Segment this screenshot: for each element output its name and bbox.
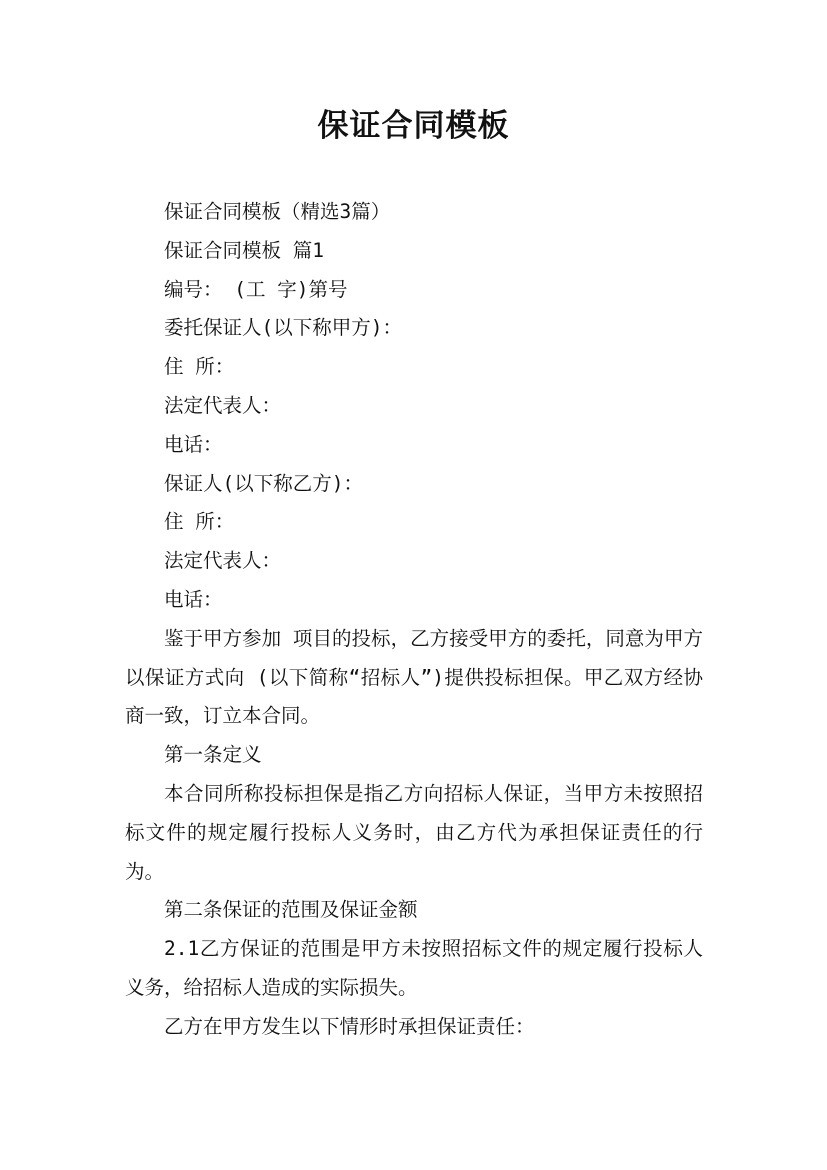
paragraph-article-1-body: 本合同所称投标担保是指乙方向招标人保证，当甲方未按照招标文件的规定履行投标人义务时，由乙方代为承担保证责任的行为。 <box>125 781 703 883</box>
paragraph-party-b-address: 住 所： <box>164 510 235 534</box>
paragraph-article-1-heading: 第一条定义 <box>164 743 262 767</box>
document-title: 保证合同模板 <box>317 108 510 144</box>
paragraph-party-a-phone: 电话： <box>164 432 223 456</box>
document-body <box>125 193 703 1047</box>
paragraph-party-a: 委托保证人(以下称甲方)： <box>164 316 402 340</box>
paragraph-party-b-phone: 电话： <box>164 587 223 611</box>
paragraph-party-b-representative: 法定代表人： <box>164 549 282 573</box>
paragraph-section-heading: 保证合同模板 篇1 <box>164 238 324 262</box>
paragraph-number: 编号： (工 字)第号 <box>164 277 348 301</box>
paragraph-party-b: 保证人(以下称乙方)： <box>164 471 363 495</box>
paragraph-article-2-heading: 第二条保证的范围及保证金额 <box>164 898 418 922</box>
paragraph-party-a-address: 住 所： <box>164 355 235 379</box>
paragraph-article-2-1: 2.1乙方保证的范围是甲方未按照招标文件的规定履行投标人义务，给招标人造成的实际损失。 <box>125 937 703 999</box>
paragraph-article-2-conditions: 乙方在甲方发生以下情形时承担保证责任： <box>164 1014 535 1038</box>
paragraph-preamble: 鉴于甲方参加 项目的投标，乙方接受甲方的委托，同意为甲方以保证方式向 (以下简称“招标人”)提供投标担保。甲乙双方经协商一致，订立本合同。 <box>125 626 703 728</box>
paragraph-subtitle: 保证合同模板（精选3篇） <box>164 200 391 223</box>
paragraph-party-a-representative: 法定代表人： <box>164 393 282 417</box>
